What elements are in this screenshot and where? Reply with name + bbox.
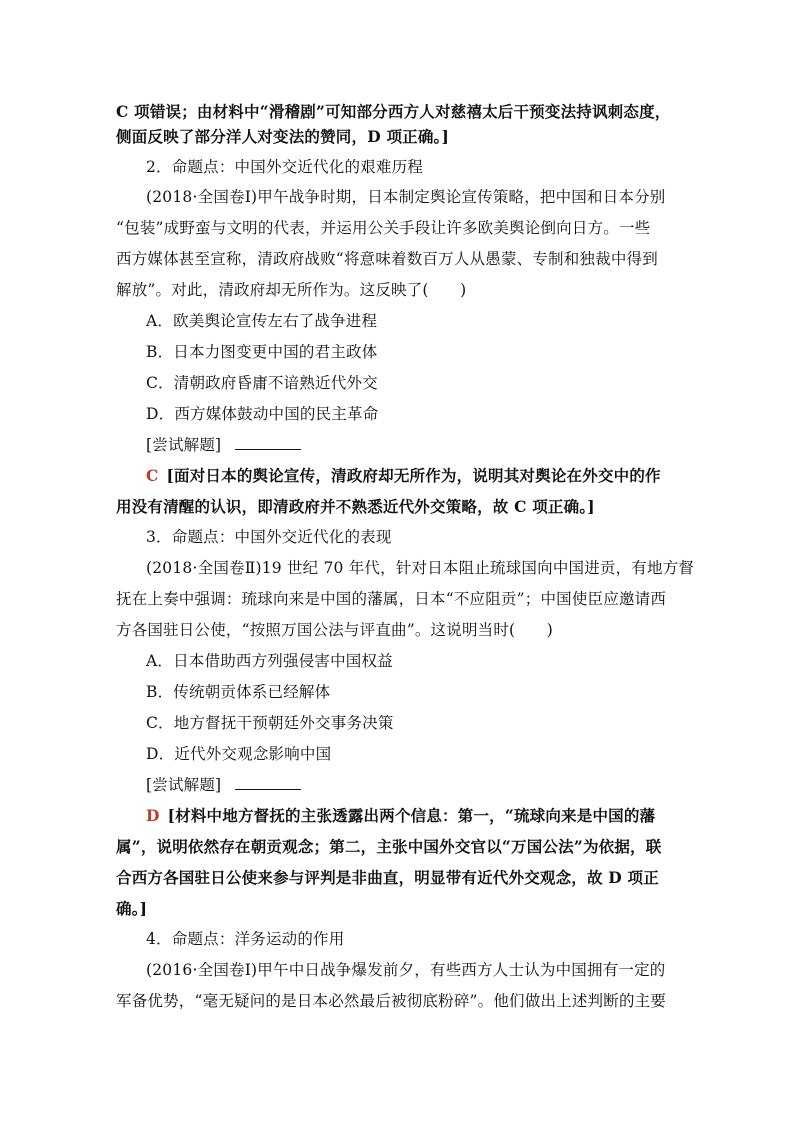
text-line: C．清朝政府昏庸不谙熟近代外交 xyxy=(146,374,378,392)
try-solve-label xyxy=(146,775,714,795)
answer-explanation: [面对日本的舆论宣传，清政府却无所作为，说明其对舆论在外交中的作 xyxy=(158,466,661,485)
answer-explanation: [材料中地方督抚的主张透露出两个信息：第一，“琉球向来是中国的藩 xyxy=(159,806,656,825)
text-line: (2016·全国卷Ⅰ)甲午中日战争爆发前夕，有些西方人士认为中国拥有一定的 xyxy=(146,961,666,979)
text-line: A．欧美舆论宣传左右了战争进程 xyxy=(146,312,378,330)
text-line: C．地方督抚干预朝廷外交事务决策 xyxy=(146,714,394,732)
text-line: 西方媒体甚至宣称，清政府战败“将意味着数百万人从愚蒙、专制和独裁中得到 xyxy=(116,250,658,268)
text-line: (2018·全国卷Ⅰ)甲午战争时期，日本制定舆论宣传策略，把中国和日本分别 xyxy=(146,188,666,206)
text-line: 确。] xyxy=(116,899,148,918)
try-solve-text: [尝试解题] xyxy=(146,436,222,454)
text-line: “包装”成野蛮与文明的代表，并运用公关手段让许多欧美舆论倒向日方。一些 xyxy=(116,219,651,237)
text-line: 方各国驻日公使，“按照万国公法与评直曲”。这说明当时( ) xyxy=(116,621,553,639)
text-line: 军备优势，“毫无疑问的是日本必然最后被彻底粉碎”。他们做出上述判断的主要 xyxy=(116,992,667,1010)
text-line: 属”，说明依然存在朝贡观念；第二，主张中国外交官以“万国公法”为依据，联 xyxy=(116,837,662,856)
text-line: 2．命题点：中国外交近代化的艰难历程 xyxy=(146,158,423,176)
text-line: D．西方媒体鼓动中国的民主革命 xyxy=(146,405,379,423)
answer-blank xyxy=(235,775,301,790)
text-line: B．日本力图变更中国的君主政体 xyxy=(146,343,378,361)
text-line: 4．命题点：洋务运动的作用 xyxy=(146,930,345,948)
answer-blank xyxy=(235,435,301,450)
text-line: A．日本借助西方列强侵害中国权益 xyxy=(146,652,393,670)
try-solve-text: [尝试解题] xyxy=(146,776,222,794)
text-line: B．传统朝贡体系已经解体 xyxy=(146,683,331,701)
text-line: C 项错误；由材料中“滑稽剧”可知部分西方人对慈禧太后干预变法持讽刺态度， xyxy=(116,102,671,121)
answer-letter: D xyxy=(146,806,160,825)
text-line: 3．命题点：中国外交近代化的表现 xyxy=(146,528,392,546)
text-line: D．近代外交观念影响中国 xyxy=(146,745,332,763)
text-line: 抚在上奏中强调：琉球向来是中国的藩属，日本“不应阻贡”；中国使臣应邀请西 xyxy=(116,590,667,608)
answer-line xyxy=(146,806,714,826)
text-line: 解放”。对此，清政府却无所作为。这反映了( ) xyxy=(116,281,467,299)
try-solve-label xyxy=(146,435,714,455)
text-line: (2018·全国卷Ⅱ)19 世纪 70 年代，针对日本阻止琉球国向中国进贡，有地方督 xyxy=(146,559,695,577)
answer-line xyxy=(146,466,714,486)
answer-letter: C xyxy=(146,466,159,485)
text-line: 用没有清醒的认识，即清政府并不熟悉近代外交策略，故 C 项正确。] xyxy=(116,497,595,516)
text-line: 侧面反映了部分洋人对变法的赞同，D 项正确。] xyxy=(116,127,450,146)
text-line: 合西方各国驻日公使来参与评判是非曲直，明显带有近代外交观念，故 D 项正 xyxy=(116,868,659,887)
